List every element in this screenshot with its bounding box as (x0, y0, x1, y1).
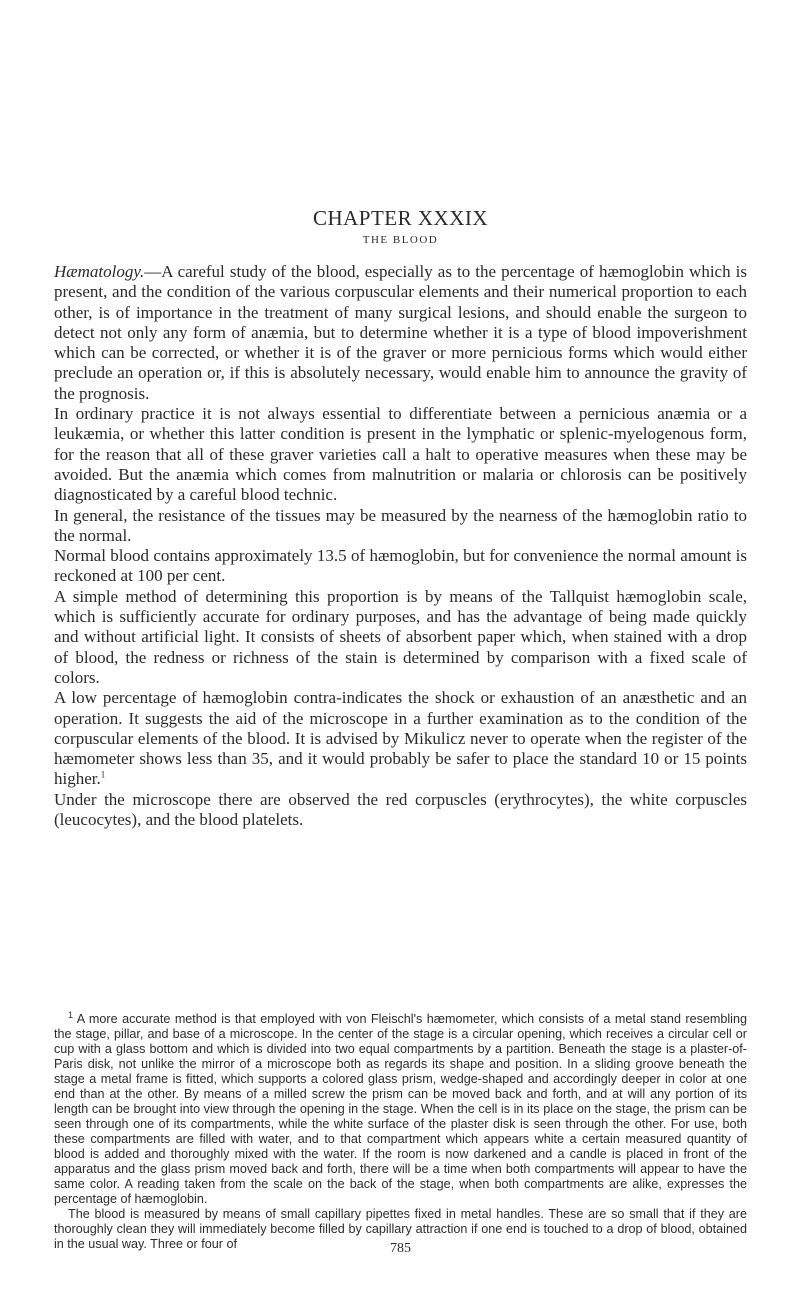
paragraph-text: Normal blood contains approximately 13.5 of hæmoglobin, but for convenience the normal amount is reckoned at 100 per cent. (54, 546, 747, 586)
footnote-reference[interactable]: 1 (100, 769, 106, 780)
paragraph-text: In ordinary practice it is not always essential to differentiate between a pernicious anæmia or a leukæmia, or whether this latter condition is present in the lymphatic or splenic-myelogenous form, for the reason that all of these graver varieties call a halt to operative measures when these may be avoided. But the anæmia which comes from malnutrition or malaria or chlorosis can be positively diagnosticated by a careful blood technic. (54, 404, 747, 505)
paragraph-text: A low percentage of hæmoglobin contra-indicates the shock or exhaustion of an anæsthetic and an operation. It suggests the aid of the microscope in a further examination as to the condition of the corpuscular elements of the blood. It is advised by Mikulicz never to operate when the register of the hæmometer shows less than 35, and it would probably be safer to place the standard 10 or 15 points higher. (54, 688, 747, 789)
footnote-text: The blood is measured by means of small capillary pipettes fixed in metal handles. These are so small that if they are thoroughly clean they will immediately become filled by capillary attraction if one end is touched to a drop of blood, obtained in the usual way. Three or four of (54, 1207, 747, 1251)
paragraph-text: In general, the resistance of the tissues may be measured by the nearness of the hæmoglobin ratio to the normal. (54, 505, 747, 545)
chapter-title: CHAPTER XXXIX (312, 206, 489, 230)
footnote-text: A more accurate method is that employed with von Fleischl's hæmometer, which consists of a metal stand resembling the stage, pillar, and base of a microscope. In the center of the stage is a circular opening, which receives a circular cell or cup with a glass bottom and which is divided into two equal compartments by a partition. Beneath the stage is a plaster-of-Paris disk, not unlike the mirror of a microscope both as regards its shape and position. In a sliding groove beneath the stage a metal frame is fitted, which supports a colored glass prism, wedge-shaped and accordingly deeper in color at one end than at the other. By means of a milled screw the prism can be moved back and forth, and at will any portion of its length can be brought into view through the opening in the stage. When the cell is in its place on the stage, the prism can be seen through one of its compartments, while the white surface of the plaster disk is seen through the other. For use, both these compartments are filled with water, and to that compartment which appears white a certain measured quantity of blood is added and thoroughly mixed with the water. If the room is now darkened and a candle is placed in front of the apparatus and the glass prism moved back and forth, there will be a time when both compartments will appear to have the same color. A reading taken from the scale on the back of the stage, when both compartments are alike, expresses the percentage of hæmoglobin. (54, 1012, 747, 1206)
paragraph (54, 404, 747, 505)
paragraph-text: Under the microscope there are observed the red corpuscles (erythrocytes), the white corpuscles (leucocytes), and the blood platelets. (54, 789, 747, 830)
body-text (54, 262, 747, 830)
paragraph-lead: Hæmatology. (54, 262, 145, 281)
paragraph-text: —A careful study of the blood, especially as to the percentage of hæmoglobin which is present, and the condition of the various corpuscular elements and their numerical proportion to each other, is of importance in the treatment of many surgical lesions, and should enable the surgeon to detect not only any form of anæmia, but to determine whether it is a type of blood impoverishment which can be corrected, or whether it is of the graver or more pernicious forms which would either preclude an operation or, if this is absolutely necessary, would enable him to announce the gravity of the prognosis. (54, 262, 747, 403)
paragraph-text: A simple method of determining this proportion is by means of the Tallquist hæmoglobin scale, which is sufficiently accurate for ordinary purposes, and has the advantage of being made quickly and without artificial light. It consists of sheets of absorbent paper which, when stained with a drop of blood, the redness or richness of the stain is determined by comparison with a fixed scale of colors. (54, 586, 747, 687)
paragraph (54, 790, 747, 831)
section-title: THE BLOOD (362, 234, 439, 246)
paragraph (54, 506, 747, 547)
paragraph (54, 587, 747, 688)
paragraph (54, 688, 747, 789)
footnote-marker: 1 (68, 1009, 74, 1020)
paragraph (54, 262, 747, 404)
page-number: 785 (390, 1241, 411, 1256)
footnote (54, 1009, 747, 1207)
footnotes (54, 1009, 747, 1252)
paragraph (54, 546, 747, 587)
